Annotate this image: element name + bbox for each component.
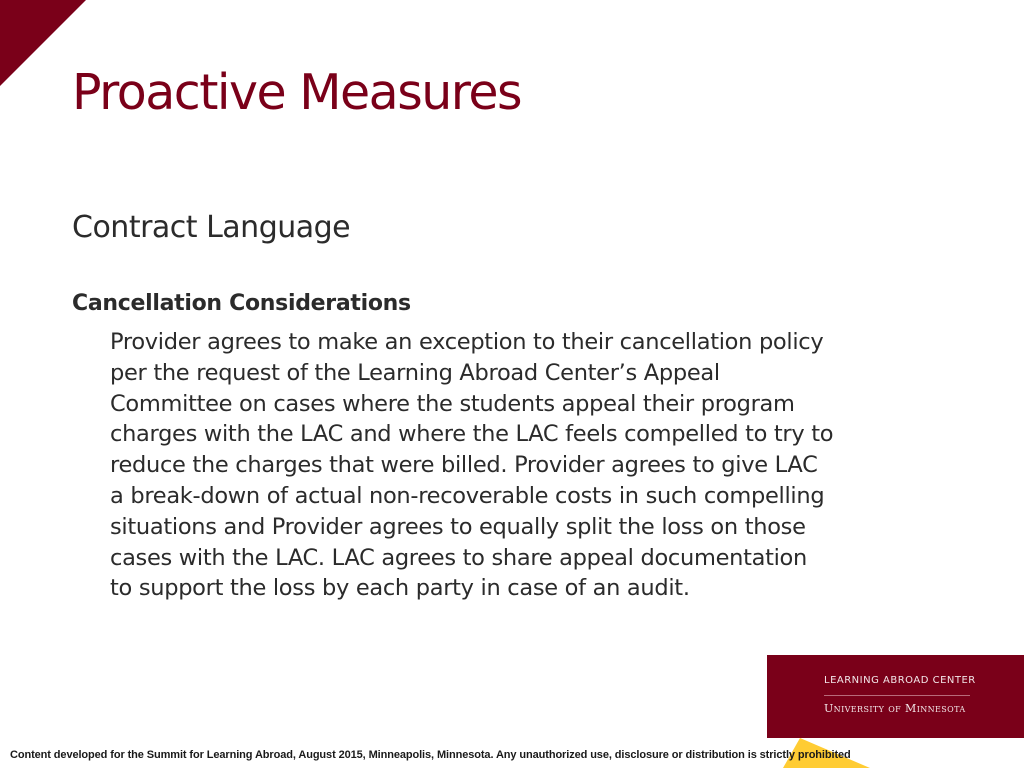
body-line: reduce the charges that were billed. Provider agrees to give LAC [110,452,818,479]
logo-divider [824,695,970,696]
footer-disclaimer: Content developed for the Summit for Learning Abroad, August 2015, Minneapolis, Minnesota. Any unauthorized use, disclosure or distribution is strictly prohibited [10,749,851,761]
logo-block [767,655,1024,738]
section-heading: Contract Language [72,210,351,245]
body-line: Committee on cases where the students appeal their program [110,390,795,417]
body-line: per the request of the Learning Abroad Center’s Appeal [110,359,720,386]
body-line: cases with the LAC. LAC agrees to share appeal documentation [110,544,807,571]
body-line: charges with the LAC and where the LAC feels compelled to try to [110,421,834,448]
body-paragraph [110,327,950,604]
slide-title: Proactive Measures [72,64,522,121]
body-line: a break-down of actual non-recoverable costs in such compelling [110,482,825,509]
logo-center-name: LEARNING ABROAD CENTER [824,675,976,686]
body-line: situations and Provider agrees to equally split the loss on those [110,513,806,540]
subheading-cancellation: Cancellation Considerations [72,291,411,316]
body-line: to support the loss by each party in case of an audit. [110,575,690,602]
body-line: Provider agrees to make an exception to their cancellation policy [110,329,824,355]
logo-university-name: University of Minnesota [824,702,966,715]
